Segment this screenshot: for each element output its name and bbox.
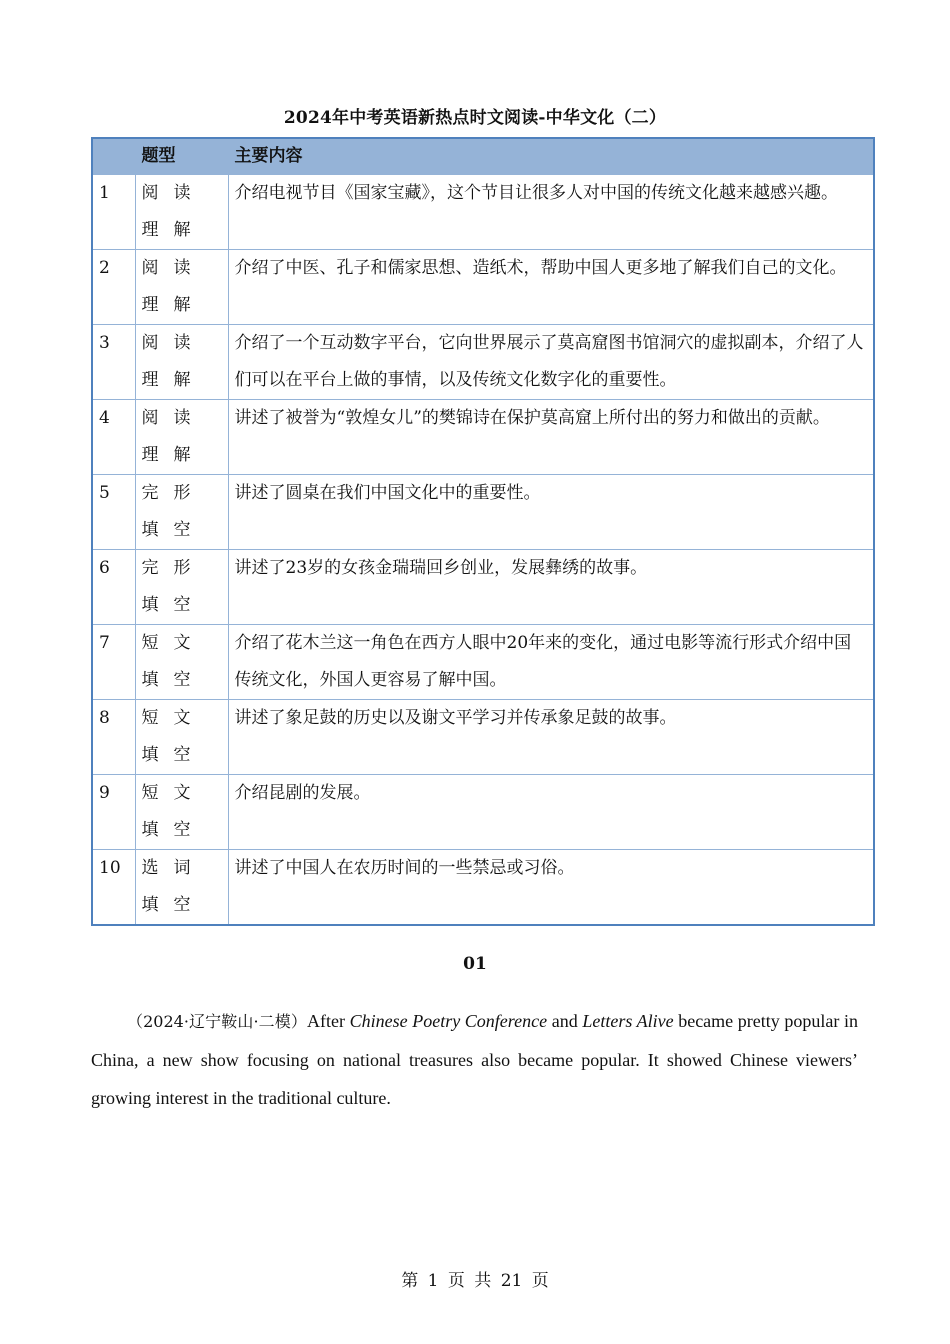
- row-number: 2: [92, 250, 135, 325]
- footer-page-word: 页: [447, 1271, 465, 1291]
- passage-source: （2024·辽宁鞍山·二模）: [127, 1012, 308, 1031]
- row-content: 讲述了圆桌在我们中国文化中的重要性。: [228, 475, 874, 550]
- page-title: 2024年中考英语新热点时文阅读-中华文化（二）: [283, 108, 667, 128]
- row-number: 9: [92, 775, 135, 850]
- show-title: Letters Alive: [582, 1011, 674, 1031]
- row-content: 讲述了被誉为“敦煌女儿”的樊锦诗在保护莫高窟上所付出的努力和做出的贡献。: [228, 400, 874, 475]
- row-number: 7: [92, 625, 135, 700]
- header-question-type: 题型: [135, 138, 228, 175]
- table-row: [92, 175, 874, 250]
- row-number: 8: [92, 700, 135, 775]
- table-row: [92, 625, 874, 700]
- row-number: 5: [92, 475, 135, 550]
- table-row: [92, 550, 874, 625]
- table-row: [92, 400, 874, 475]
- table-row: [92, 325, 874, 400]
- table-header-row: [92, 138, 874, 175]
- passage-text: became pretty popular in China, a new show focusing on national treasures also became popular. It showed Chinese viewers’ growing interest in the traditional culture.: [91, 1011, 858, 1108]
- row-type: 完形填空: [135, 550, 228, 625]
- row-content: 介绍电视节目《国家宝藏》，这个节目让很多人对中国的传统文化越来越感兴趣。: [228, 175, 874, 250]
- passage-text: and: [547, 1011, 583, 1031]
- row-content: 讲述了象足鼓的历史以及谢文平学习并传承象足鼓的故事。: [228, 700, 874, 775]
- row-number: 3: [92, 325, 135, 400]
- footer-total-word: 共: [474, 1271, 492, 1291]
- row-type: 阅读理解: [135, 400, 228, 475]
- section-number: 01: [463, 954, 487, 974]
- table-row: [92, 475, 874, 550]
- header-main-content: 主要内容: [228, 138, 874, 175]
- row-type: 完形填空: [135, 475, 228, 550]
- row-type: 阅读理解: [135, 325, 228, 400]
- row-content: 介绍了花木兰这一角色在西方人眼中20年来的变化，通过电影等流行形式介绍中国传统文化，外国人更容易了解中国。: [228, 625, 874, 700]
- header-number: [92, 138, 135, 175]
- row-number: 1: [92, 175, 135, 250]
- summary-table: [91, 137, 875, 926]
- footer-suffix: 页: [531, 1271, 549, 1291]
- table-row: [92, 850, 874, 926]
- footer-prefix: 第: [401, 1271, 419, 1291]
- table-row: [92, 250, 874, 325]
- row-content: 介绍了一个互动数字平台，它向世界展示了莫高窟图书馆洞穴的虚拟副本，介绍了人们可以在平台上做的事情，以及传统文化数字化的重要性。: [228, 325, 874, 400]
- passage-paragraph: [91, 1002, 858, 1117]
- row-type: 阅读理解: [135, 250, 228, 325]
- table-row: [92, 775, 874, 850]
- row-content: 介绍昆剧的发展。: [228, 775, 874, 850]
- page-footer: [0, 1266, 950, 1291]
- table-row: [92, 700, 874, 775]
- row-content: 讲述了中国人在农历时间的一些禁忌或习俗。: [228, 850, 874, 926]
- passage-text: After: [307, 1011, 350, 1031]
- row-content: 介绍了中医、孔子和儒家思想、造纸术，帮助中国人更多地了解我们自己的文化。: [228, 250, 874, 325]
- row-type: 短文填空: [135, 625, 228, 700]
- row-type: 短文填空: [135, 775, 228, 850]
- row-content: 讲述了23岁的女孩金瑞瑞回乡创业，发展彝绣的故事。: [228, 550, 874, 625]
- row-number: 6: [92, 550, 135, 625]
- row-type: 阅读理解: [135, 175, 228, 250]
- row-number: 4: [92, 400, 135, 475]
- show-title: Chinese Poetry Conference: [349, 1011, 548, 1031]
- row-type: 选词填空: [135, 850, 228, 926]
- row-type: 短文填空: [135, 700, 228, 775]
- footer-total-pages: 21: [500, 1271, 523, 1291]
- row-number: 10: [92, 850, 135, 926]
- footer-page-number: 1: [427, 1271, 439, 1291]
